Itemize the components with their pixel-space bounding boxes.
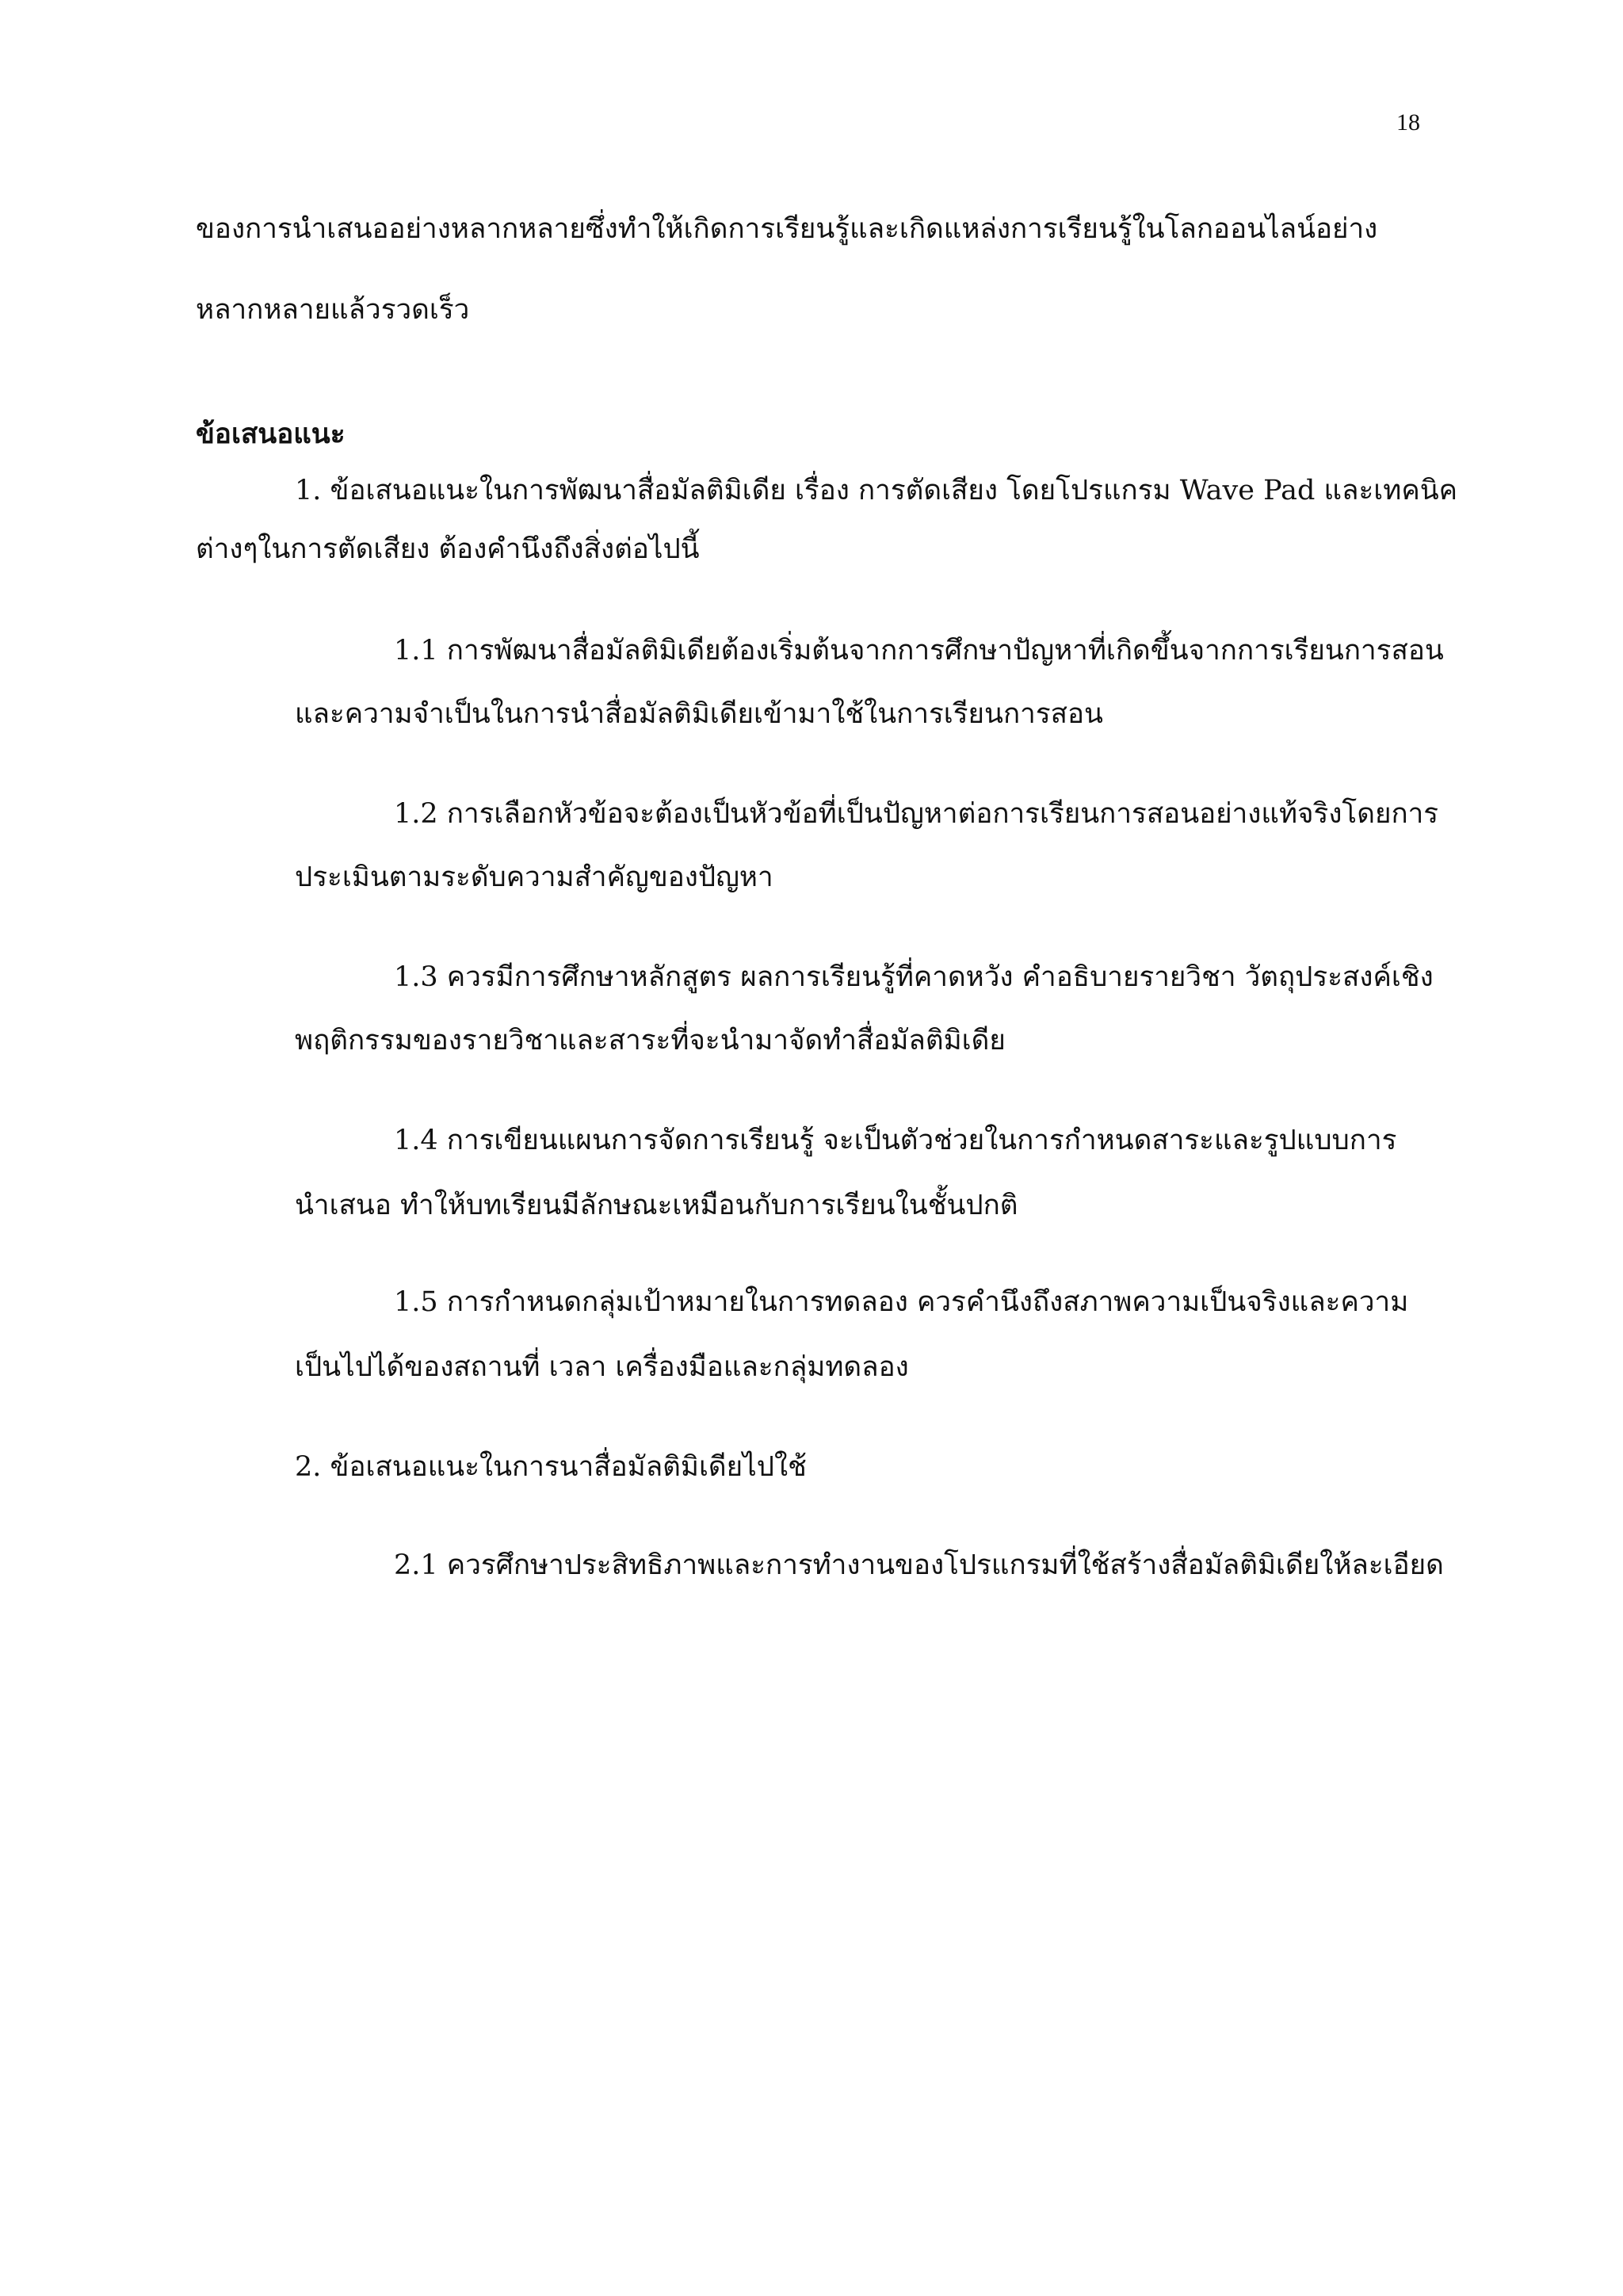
paragraph-line: หลากหลายแล้วรวดเร็ว [196,294,470,326]
item-1-2-line-1: 1.2 การเลือกหัวข้อจะต้องเป็นหัวข้อที่เป็นปัญหาต่อการเรียนการสอนอย่างแท้จริงโดยการ [394,798,1439,830]
item-1-4-line-1: 1.4 การเขียนแผนการจัดการเรียนรู้ จะเป็นตัวช่วยในการกำหนดสาระและรูปแบบการ [394,1125,1397,1156]
item-1-3-line-2: พฤติกรรมของรายวิชาและสาระที่จะนำมาจัดทำสื่อมัลติมิเดีย [295,1025,1006,1056]
paragraph-line: ของการนำเสนออย่างหลากหลายซึ่งทำให้เกิดการเรียนรู้และเกิดแหล่งการเรียนรู้ในโลกออนไลน์อย่าง [196,213,1378,245]
section-heading: ข้อเสนอแนะ [196,418,346,450]
item-2-1-line-1: 2.1 ควรศึกษาประสิทธิภาพและการทำงานของโปรแกรมที่ใช้สร้างสื่อมัลติมิเดียให้ละเอียด [394,1549,1444,1581]
page-number: 18 [1396,109,1420,136]
item-1-1-line-2: และความจำเป็นในการนำสื่อมัลติมิเดียเข้ามาใช้ในการเรียนการสอน [295,698,1103,730]
item-1-4-line-2: นำเสนอ ทำให้บทเรียนมีลักษณะเหมือนกับการเรียนในชั้นปกติ [295,1190,1018,1221]
item-1-line-2: ต่างๆในการตัดเสียง ต้องคำนึงถึงสิ่งต่อไปนี้ [196,533,700,565]
item-1-line-1: 1. ข้อเสนอแนะในการพัฒนาสื่อมัลติมิเดีย เรื่อง การตัดเสียง โดยโปรแกรม Wave Pad และเทคนิค [295,475,1458,506]
item-1-5-line-2: เป็นไปได้ของสถานที่ เวลา เครื่องมือและกลุ่มทดลอง [295,1351,909,1383]
item-2-line-1: 2. ข้อเสนอแนะในการนาสื่อมัลติมิเดียไปใช้ [295,1451,807,1483]
item-1-1-line-1: 1.1 การพัฒนาสื่อมัลติมิเดียต้องเริ่มต้นจากการศึกษาปัญหาที่เกิดขึ้นจากการเรียนการสอน [394,635,1444,667]
item-1-5-line-1: 1.5 การกำหนดกลุ่มเป้าหมายในการทดลอง ควรคำนึงถึงสภาพความเป็นจริงและความ [394,1286,1409,1318]
item-1-2-line-2: ประเมินตามระดับความสำคัญของปัญหา [295,861,773,893]
item-1-3-line-1: 1.3 ควรมีการศึกษาหลักสูตร ผลการเรียนรู้ที่คาดหวัง คำอธิบายรายวิชา วัตถุประสงค์เชิง [394,961,1434,993]
